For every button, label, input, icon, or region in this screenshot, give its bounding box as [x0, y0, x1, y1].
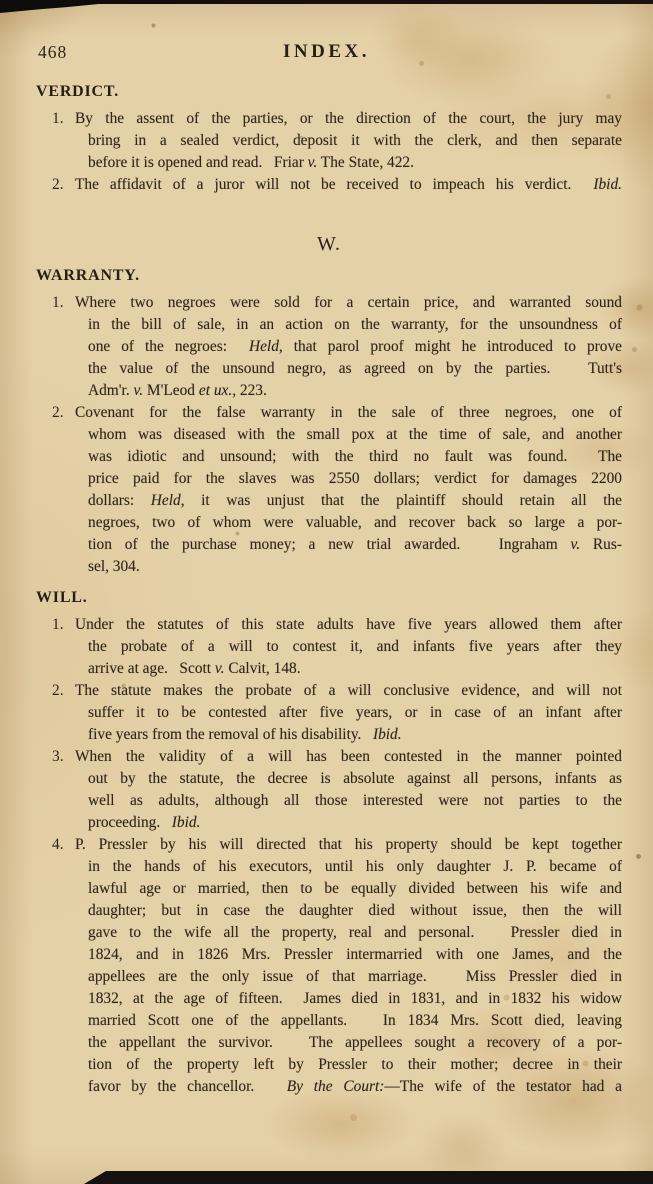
text-segment: , 223.: [232, 382, 267, 399]
entry-line: [75, 292, 622, 314]
entry-line: [88, 358, 622, 380]
entry-line: [88, 922, 622, 944]
index-entry: [36, 292, 622, 402]
italic-text-segment: v.: [307, 154, 318, 171]
text-segment: Calvit, 148.: [224, 660, 301, 677]
entry-line: [88, 812, 622, 834]
entry-line: [88, 966, 622, 988]
text-segment: lawful age or married, then to be equally divided between his wife and: [88, 880, 622, 897]
entry-line: [75, 614, 622, 636]
entry-line: [88, 878, 622, 900]
italic-text-segment: v.: [570, 536, 581, 553]
italic-text-segment: Held: [150, 492, 181, 509]
entry-number: 1.: [52, 110, 64, 127]
entry-line: [75, 746, 622, 768]
text-segment: tion of the property left by Pressler to their mother; decree in their: [88, 1056, 622, 1073]
scan-artifact-top-left-corner: [0, 0, 128, 13]
italic-text-segment: Ibid.: [171, 814, 201, 831]
entry-line: [88, 468, 622, 490]
entry-number: 2.: [52, 404, 64, 421]
entry-line: [88, 130, 622, 152]
text-segment: whom was diseased with the small pox at the time of sale, and another: [88, 426, 622, 443]
entry-line: [88, 856, 622, 878]
text-segment: before it is opened and read. Friar: [88, 154, 308, 171]
index-entry: [36, 746, 622, 834]
entry-line: [88, 702, 622, 724]
entry-line: [75, 108, 622, 130]
entry-line: [88, 556, 622, 578]
entry-line: [88, 424, 622, 446]
index-entry: [36, 108, 622, 174]
text-segment: in the bill of sale, in an action on the warranty, for the unsoundness of: [88, 316, 622, 333]
text-segment: the probate of a will to contest it, and infants five years after they: [88, 638, 622, 655]
text-segment: appellees are the only issue of that marriage. Miss Pressler died in: [88, 968, 622, 985]
text-segment: The affidavit of a juror will not be received to impeach his verdict.: [75, 176, 594, 193]
entry-line: [88, 534, 622, 556]
entry-line: [88, 1010, 622, 1032]
text-segment: The State, 422.: [317, 154, 414, 171]
entry-line: [88, 724, 622, 746]
italic-text-segment: Ibid.: [372, 726, 402, 743]
section-heading-will: WILL.: [36, 589, 88, 606]
text-segment: dollars:: [88, 492, 151, 509]
italic-text-segment: By the Court:: [286, 1078, 385, 1095]
text-segment: favor by the chancellor.: [88, 1078, 287, 1095]
entry-line: [88, 944, 622, 966]
text-segment: negroes, two of whom were valuable, and recover back so large a por-: [88, 514, 622, 531]
text-segment: bring in a sealed verdict, deposit it with the clerk, and then separate: [88, 132, 622, 149]
text-segment: five years from the removal of his disability.: [88, 726, 373, 743]
text-segment: Adm'r.: [88, 382, 134, 399]
entry-line: [88, 152, 622, 174]
text-segment: well as adults, although all those interested were not parties to the: [88, 792, 622, 809]
entry-number: 1.: [52, 294, 64, 311]
text-segment: , that parol proof might he introduced to prove: [278, 338, 623, 355]
entry-line: [88, 988, 622, 1010]
index-entry: [36, 174, 622, 196]
index-content: [36, 72, 622, 1098]
italic-text-segment: v.: [214, 660, 225, 677]
text-segment: arrive at age. Scott: [88, 660, 215, 677]
text-segment: —The wife of the testator had a: [384, 1078, 622, 1095]
entry-line: [88, 380, 622, 402]
text-segment: 1824, and in 1826 Mrs. Pressler intermarried with one James, and the: [88, 946, 622, 963]
text-segment: was idiotic and unsound; with the third no fault was found. The: [88, 448, 622, 465]
text-segment: Covenant for the false warranty in the sale of three negroes, one of: [75, 404, 622, 421]
text-segment: sel, 304.: [88, 558, 140, 575]
text-segment: By the assent of the parties, or the direction of the court, the jury may: [75, 110, 622, 127]
page-title: INDEX.: [283, 41, 370, 62]
text-segment: 1832, at the age of fifteen. James died in 1831, and in 1832 his widow: [88, 990, 622, 1007]
entry-line: [75, 402, 622, 424]
entry-number: 2.: [52, 682, 64, 699]
text-segment: married Scott one of the appellants. In 1834 Mrs. Scott died, leaving: [88, 1012, 622, 1029]
entry-line: [88, 658, 622, 680]
entry-line: [75, 834, 622, 856]
index-entry: [36, 614, 622, 680]
text-segment: Rus-: [580, 536, 622, 553]
entry-number: 4.: [52, 836, 64, 853]
text-segment: proceeding.: [88, 814, 172, 831]
text-segment: gave to the wife all the property, real and personal. Pressler died in: [88, 924, 622, 941]
text-segment: one of the negroes:: [88, 338, 249, 355]
scan-artifact-bottom-edge: [84, 1171, 653, 1184]
entry-line: [88, 1076, 622, 1098]
entry-line: [88, 636, 622, 658]
text-segment: Where two negroes were sold for a certain price, and warranted sound: [75, 294, 622, 311]
text-segment: price paid for the slaves was 2550 dollars; verdict for damages 2200: [88, 470, 622, 487]
entry-line: [75, 680, 622, 702]
entry-line: [75, 174, 622, 196]
entry-line: [88, 336, 622, 358]
entry-line: [88, 490, 622, 512]
text-segment: M'Leod: [143, 382, 199, 399]
text-segment: When the validity of a will has been contested in the manner pointed: [75, 748, 622, 765]
entry-line: [88, 512, 622, 534]
entry-number: 3.: [52, 748, 64, 765]
entry-line: [88, 1032, 622, 1054]
italic-text-segment: Ibid.: [593, 176, 622, 193]
text-segment: the value of the unsound negro, as agreed on by the parties. Tutt's: [88, 360, 622, 377]
alpha-letter-heading: W.: [316, 233, 342, 255]
entry-line: [88, 1054, 622, 1076]
italic-text-segment: v.: [133, 382, 144, 399]
entry-line: [88, 768, 622, 790]
entry-number: 2.: [52, 176, 64, 193]
text-segment: suffer it to be contested after five years, or in case of an infant after: [88, 704, 622, 721]
index-entry: [36, 680, 622, 746]
italic-text-segment: et ux.: [198, 382, 233, 399]
index-entry: [36, 834, 622, 1098]
entry-line: [88, 446, 622, 468]
text-segment: the appellant the survivor. The appellees sought a recovery of a por-: [88, 1034, 622, 1051]
text-segment: tion of the purchase money; a new trial awarded. Ingraham: [88, 536, 571, 553]
entry-line: [88, 790, 622, 812]
text-segment: Under the statutes of this state adults have five years allowed them after: [75, 616, 622, 633]
text-segment: daughter; but in case the daughter died without issue, then the will: [88, 902, 622, 919]
entry-line: [88, 314, 622, 336]
index-entry: [36, 402, 622, 578]
text-segment: P. Pressler by his will directed that his property should be kept together: [75, 836, 622, 853]
page-number: 468: [38, 42, 68, 62]
italic-text-segment: Held: [248, 338, 279, 355]
text-segment: , it was unjust that the plaintiff should retain all the: [180, 492, 623, 509]
text-segment: out by the statute, the decree is absolute against all persons, infants as: [88, 770, 622, 787]
entry-line: [88, 900, 622, 922]
section-heading-warranty: WARRANTY.: [36, 267, 140, 284]
section-heading-verdict: VERDICT.: [36, 83, 120, 100]
text-segment: in the hands of his executors, until his only daughter J. P. became of: [88, 858, 622, 875]
entry-number: 1.: [52, 616, 64, 633]
text-segment: The statute makes the probate of a will conclusive evidence, and will not: [75, 682, 622, 699]
